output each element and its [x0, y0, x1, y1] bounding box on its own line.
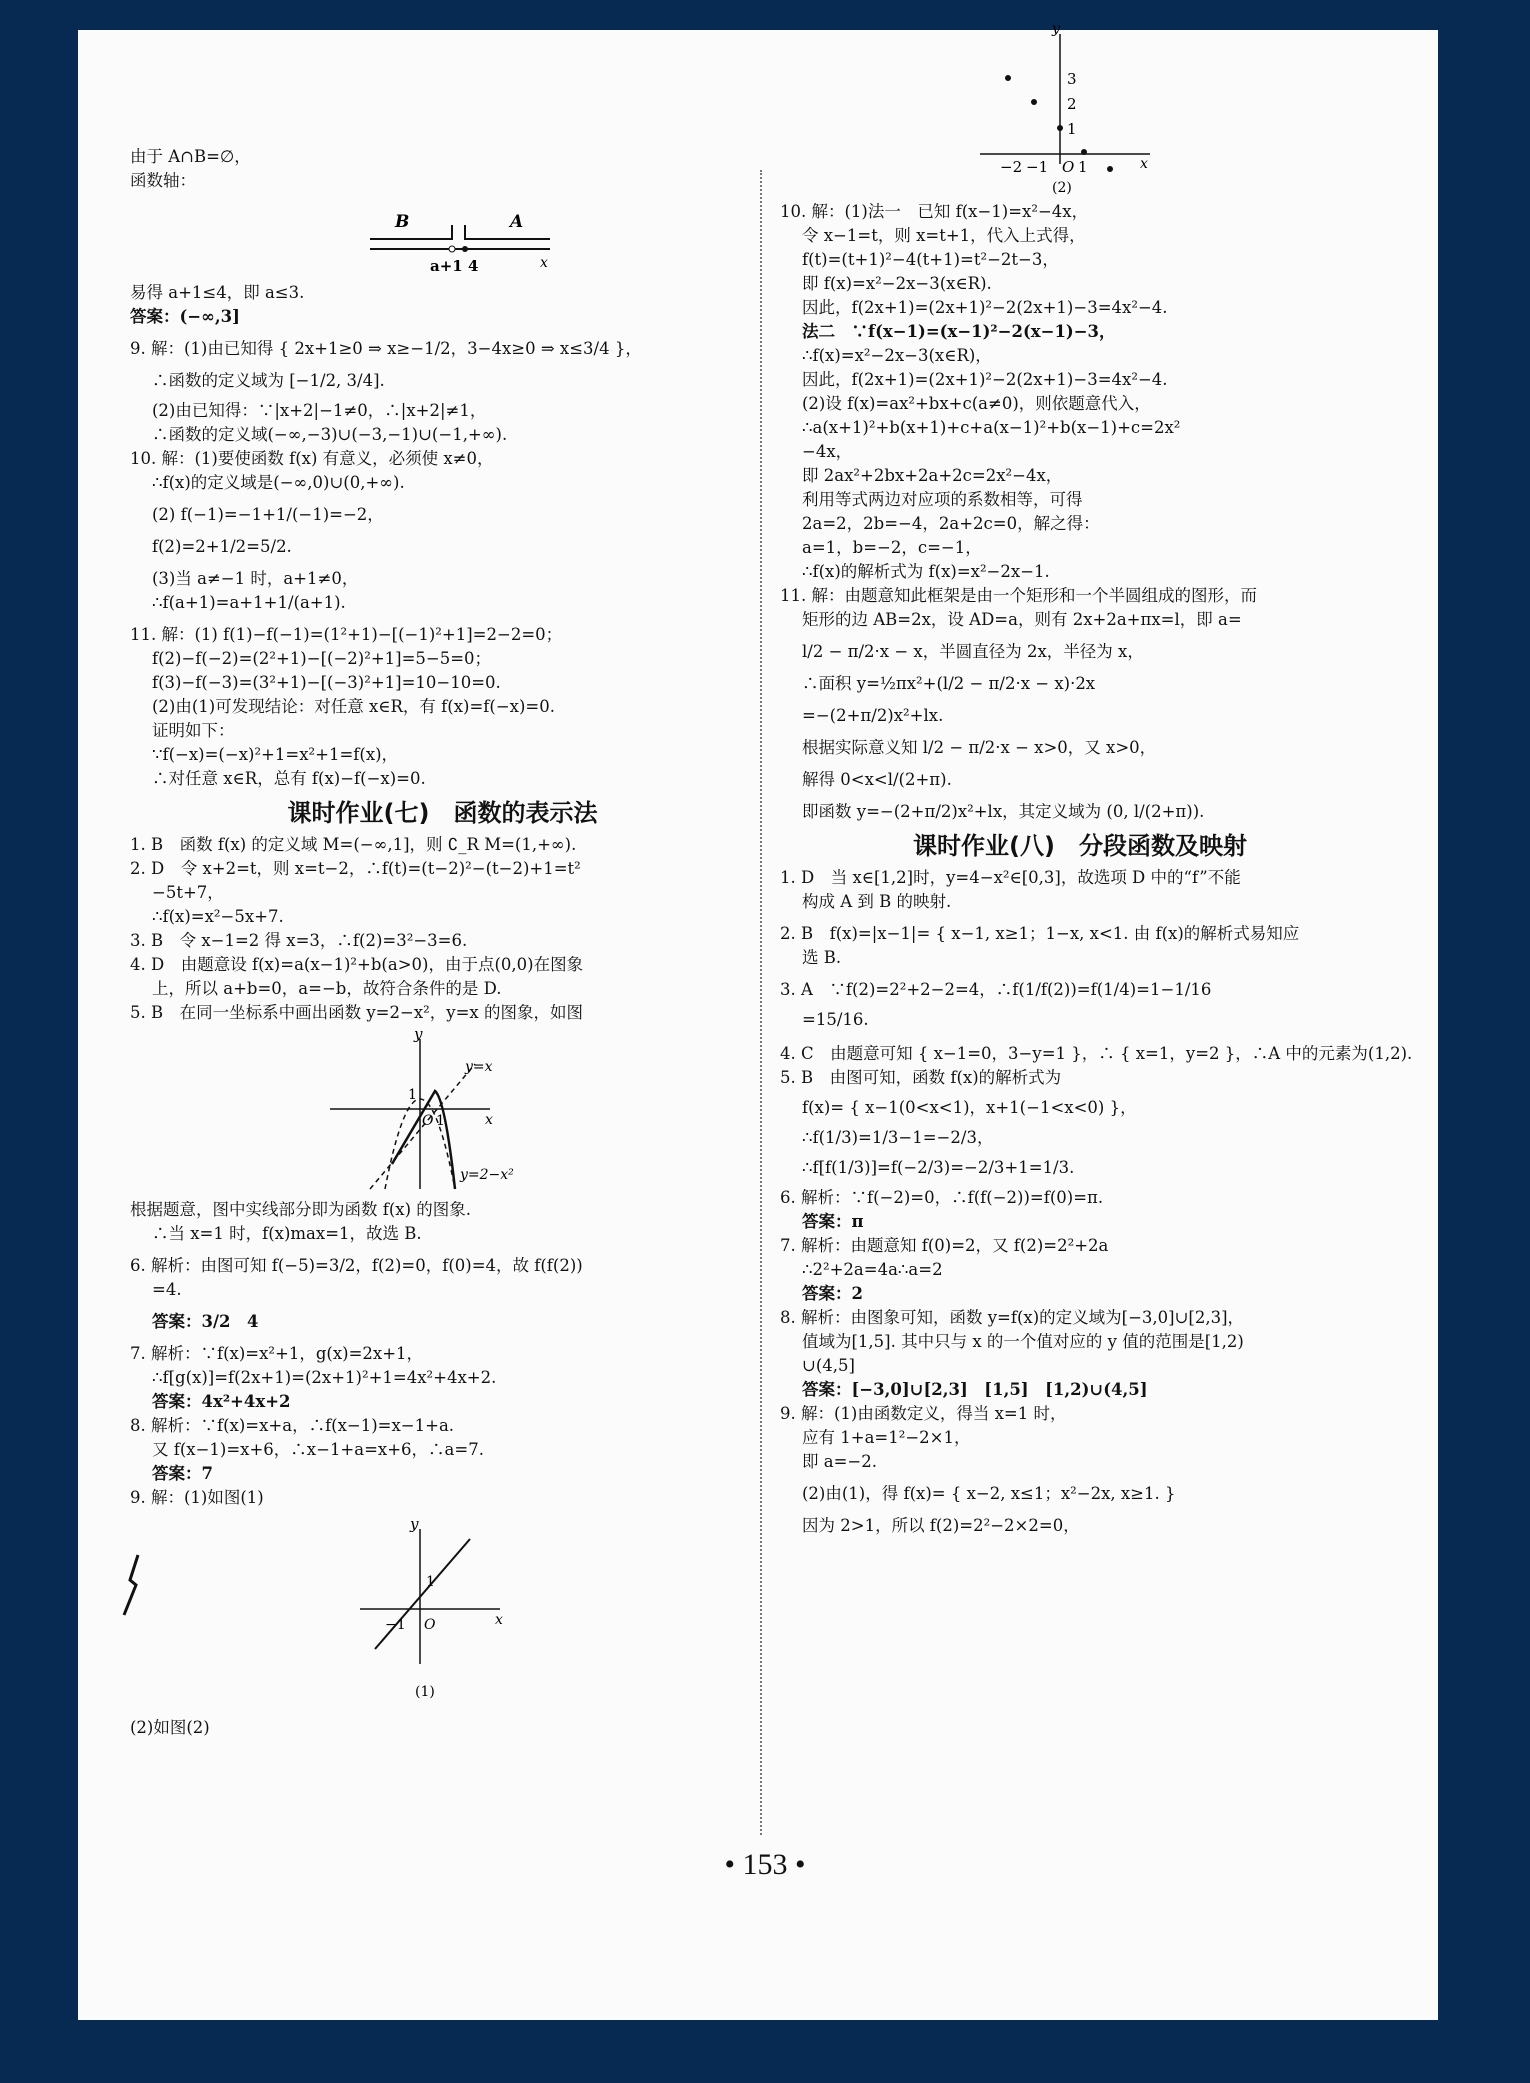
text-line: l/2 − π/2·x − x，半圆直径为 2x，半径为 x，	[802, 642, 1144, 661]
text-line: =15/16.	[802, 1010, 869, 1029]
text-line: ∵f(−x)=(−x)²+1=x²+1=f(x)，	[152, 745, 399, 764]
text-line: ∴面积 y=½πx²+(l/2 − π/2·x − x)·2x	[802, 674, 1096, 693]
text-line: 又 f(x−1)=x+6，∴x−1+a=x+6，∴a=7.	[152, 1440, 484, 1459]
text-line: (2)由已知得：∵|x+2|−1≠0，∴|x+2|≠1，	[152, 401, 487, 420]
fig5-yx: y=x	[465, 1059, 493, 1075]
section-heading-8: 课时作业(八) 分段函数及映射	[913, 832, 1247, 860]
text-line: ∴f(x)=x²−2x−3(x∈R)，	[802, 346, 992, 365]
text-line: (3)当 a≠−1 时，a+1≠0，	[152, 569, 359, 588]
text-line: 6. 解析：∵f(−2)=0，∴f(f(−2))=f(0)=π.	[780, 1188, 1104, 1207]
text-line: 解得 0<x<l/(2+π).	[802, 770, 952, 789]
text-line: 3. A ∵f(2)=2²+2−2=4，∴f(1/f(2))=f(1/4)=1−1/16	[780, 980, 1212, 999]
fig2-t1: 1	[1067, 120, 1077, 138]
text-line: 5. B 在同一坐标系中画出函数 y=2−x²，y=x 的图象，如图	[130, 1003, 583, 1022]
fig9-one: 1	[426, 1574, 435, 1590]
fig-tick-a1: a+1	[430, 257, 463, 275]
text-line: f(x)= { x−1(0<x<1)，x+1(−1<x<0) }，	[802, 1098, 1137, 1117]
answer-line: 答案：2	[802, 1284, 863, 1303]
text-line: ∴对任意 x∈R，总有 f(x)−f(−x)=0.	[152, 769, 426, 788]
text-line: 6. 解析：由图可知 f(−5)=3/2，f(2)=0，f(0)=4，故 f(f(2))	[130, 1256, 583, 1275]
text-line: 11. 解：由题意知此框架是由一个矩形和一个半圆组成的图形，而	[780, 586, 1257, 605]
fig2-t3: 3	[1067, 70, 1077, 88]
text-line: (2)设 f(x)=ax²+bx+c(a≠0)，则依题意代入，	[802, 394, 1151, 413]
text-line: 7. 解析：∵f(x)=x²+1，g(x)=2x+1，	[130, 1344, 424, 1363]
text-line: (2) f(−1)=−1+1/(−1)=−2，	[152, 505, 384, 524]
text-line: 10. 解：(1)法一 已知 f(x−1)=x²−4x，	[780, 202, 1089, 221]
text-line: −4x，	[802, 442, 853, 461]
text-line: 利用等式两边对应项的系数相等，可得	[802, 490, 1083, 509]
fig5-x: x	[485, 1112, 493, 1128]
fig9-neg1: −1	[385, 1617, 406, 1633]
text-line: ∴当 x=1 时，f(x)max=1，故选 B.	[152, 1224, 422, 1243]
text-line: 选 B.	[802, 948, 842, 967]
text-line: f(2)−f(−2)=(2²+1)−[(−2)²+1]=5−5=0；	[152, 649, 492, 668]
text-line: 3. B 令 x−1=2 得 x=3，∴f(2)=3²−3=6.	[130, 931, 468, 950]
graph-figure-9-2	[780, 21, 1380, 196]
fig2-p1: 1	[1078, 158, 1088, 176]
text-line: 应有 1+a=1²−2×1，	[802, 1428, 971, 1447]
text-line: 5. B 由图可知，函数 f(x)的解析式为	[780, 1068, 1062, 1087]
fig2-m1: −1	[1026, 158, 1049, 176]
text-line: 10. 解：(1)要使函数 f(x) 有意义，必须使 x≠0，	[130, 449, 494, 468]
text-line: ∴f(x)的解析式为 f(x)=x²−2x−1.	[802, 562, 1050, 581]
answer-line: 答案：(−∞,3]	[130, 307, 240, 326]
text-line: 8. 解析：由图象可知，函数 y=f(x)的定义域为[−3,0]∪[2,3]，	[780, 1308, 1245, 1327]
fig2-y: y	[1052, 21, 1060, 37]
text-line: ∴函数的定义域(−∞,−3)∪(−3,−1)∪(−1,+∞).	[152, 425, 508, 444]
text-line: f(t)=(t+1)²−4(t+1)=t²−2t−3，	[802, 250, 1059, 269]
text-line: 法二 ∵f(x−1)=(x−1)²−2(x−1)−3，	[802, 322, 1116, 341]
page-number: • 153 •	[724, 1848, 806, 1881]
answer-line: 答案：7	[152, 1464, 213, 1483]
text-line: 7. 解析：由题意知 f(0)=2，又 f(2)=2²+2a	[780, 1236, 1109, 1255]
text-line: (2)由(1)可发现结论：对任意 x∈R，有 f(x)=f(−x)=0.	[152, 697, 555, 716]
fig2-t2: 2	[1067, 95, 1077, 113]
text-line: 2a=2，2b=−4，2a+2c=0，解之得：	[802, 514, 1100, 533]
text-line: 即函数 y=−(2+π/2)x²+lx，其定义域为 (0, l/(2+π)).	[802, 802, 1205, 821]
text-line: f(2)=2+1/2=5/2.	[152, 537, 292, 556]
answer-line: 答案：3/2 4	[152, 1312, 259, 1331]
text-line: 因此，f(2x+1)=(2x+1)²−2(2x+1)−3=4x²−4.	[802, 370, 1168, 389]
text-line: 上，所以 a+b=0，a=−b，故符合条件的是 D.	[152, 979, 502, 998]
text-line: 令 x−1=t，则 x=t+1，代入上式得，	[802, 226, 1086, 245]
text-line: 根据题意，图中实线部分即为函数 f(x) 的图象.	[130, 1200, 472, 1219]
text-line: ∴a(x+1)²+b(x+1)+c+a(x−1)²+b(x−1)+c=2x²	[802, 418, 1181, 437]
text-line: −5t+7，	[152, 883, 224, 902]
answer-line: 答案：[−3,0]∪[2,3] [1,5] [1,2)∪(4,5]	[802, 1380, 1148, 1399]
text-line: f(3)−f(−3)=(3²+1)−[(−3)²+1]=10−10=0.	[152, 673, 501, 692]
text-line: ∪(4,5]	[802, 1356, 855, 1375]
text-line: 11. 解：(1) f(1)−f(−1)=(1²+1)−[(−1)²+1]=2−2=0；	[130, 625, 563, 644]
text-line: 证明如下：	[152, 721, 235, 740]
section-heading-7: 课时作业(七) 函数的表示法	[287, 799, 598, 827]
text-line: 1. D 当 x∈[1,2]时，y=4−x²∈[0,3]，故选项 D 中的“f”不能	[780, 868, 1241, 887]
fig5-o: O	[422, 1113, 434, 1129]
text-line: a=1，b=−2，c=−1，	[802, 538, 982, 557]
fig5-one: 1	[408, 1087, 417, 1103]
number-line-figure	[130, 197, 730, 277]
text-line: =4.	[152, 1280, 182, 1299]
graph-figure-5	[130, 1025, 730, 1194]
column-divider	[760, 170, 762, 1835]
answer-line: 答案：4x²+4x+2	[152, 1392, 291, 1411]
fig9-x: x	[495, 1612, 503, 1628]
text-line: 9. 解：(1)由已知得 { 2x+1≥0 ⇒ x≥−1/2，3−4x≥0 ⇒ x≤3/4 }，	[130, 339, 642, 358]
fig-label-b: B	[395, 212, 410, 232]
text-line: ∴f(x)=x²−5x+7.	[152, 907, 284, 926]
fig-label-a: A	[510, 212, 524, 232]
answer-line: 答案：π	[802, 1212, 864, 1231]
fig2-m2: −2	[1000, 158, 1023, 176]
fig2-o: O	[1062, 158, 1075, 176]
text-line: 由于 A∩B=∅，	[130, 147, 251, 166]
text-line: 根据实际意义知 l/2 − π/2·x − x>0，又 x>0，	[802, 738, 1157, 757]
text-line: 9. 解：(1)如图(1)	[130, 1488, 264, 1507]
fig2-caption: (2)	[1052, 180, 1072, 196]
text-line: 2. D 令 x+2=t，则 x=t−2，∴f(t)=(t−2)²−(t−2)+1=t²	[130, 859, 581, 878]
text-line: 因为 2>1，所以 f(2)=2²−2×2=0，	[802, 1516, 1080, 1535]
text-line: 1. B 函数 f(x) 的定义域 M=(−∞,1]，则 ∁_R M=(1,+∞).	[130, 835, 577, 854]
text-line: 函数轴：	[130, 171, 196, 190]
text-line: ∴f(x)的定义域是(−∞,0)∪(0,+∞).	[152, 473, 405, 492]
fig2-x: x	[1140, 156, 1148, 172]
text-line: 值域为[1,5]. 其中只与 x 的一个值对应的 y 值的范围是[1,2)	[802, 1332, 1244, 1351]
fig5-y: y	[414, 1025, 423, 1043]
fig-tick-4: 4	[468, 257, 479, 275]
fig5-one2: 1	[436, 1113, 445, 1129]
text-line: ∴f[f(1/3)]=f(−2/3)=−2/3+1=1/3.	[802, 1158, 1075, 1177]
pen-mark	[118, 1550, 148, 1620]
text-line: ∴2²+2a=4a∴a=2	[802, 1260, 943, 1279]
fig9-caption: (1)	[415, 1684, 435, 1700]
text-line: ∴f(1/3)=1/3−1=−2/3，	[802, 1128, 994, 1147]
text-line: 9. 解：(1)由函数定义，得当 x=1 时，	[780, 1404, 1067, 1423]
fig-axis-x: x	[540, 255, 548, 271]
text-line: 4. C 由题意可知 { x−1=0，3−y=1 }，∴ { x=1，y=2 }，∴A 中的元素为(1,2).	[780, 1044, 1413, 1063]
text-line: 因此，f(2x+1)=(2x+1)²−2(2x+1)−3=4x²−4.	[802, 298, 1168, 317]
text-line: 构成 A 到 B 的映射.	[802, 892, 952, 911]
text-line: 易得 a+1≤4，即 a≤3.	[130, 283, 305, 302]
text-line: 即 f(x)=x²−2x−3(x∈R).	[802, 274, 992, 293]
text-line: 8. 解析：∵f(x)=x+a，∴f(x−1)=x−1+a.	[130, 1416, 455, 1435]
text-line: ∴f[g(x)]=f(2x+1)=(2x+1)²+1=4x²+4x+2.	[152, 1368, 497, 1387]
right-column	[780, 21, 1413, 1538]
fig9-o: O	[424, 1617, 436, 1633]
text-line: =−(2+π/2)x²+lx.	[802, 706, 944, 725]
text-line: 即 a=−2.	[802, 1452, 877, 1471]
fig5-y2: y=2−x²	[460, 1167, 514, 1183]
text-line: 4. D 由题意设 f(x)=a(x−1)²+b(a>0)，由于点(0,0)在图象	[130, 955, 584, 974]
fig9-y: y	[410, 1515, 419, 1533]
text-line: (2)由(1)，得 f(x)= { x−2, x≤1；x²−2x, x≥1. }	[802, 1484, 1176, 1503]
text-line: 即 2ax²+2bx+2a+2c=2x²−4x，	[802, 466, 1063, 485]
text-line: (2)如图(2)	[130, 1718, 210, 1737]
left-column	[130, 145, 755, 1740]
graph-figure-9-1	[130, 1514, 730, 1704]
text-line: ∴f(a+1)=a+1+1/(a+1).	[152, 593, 346, 612]
text-line: 2. B f(x)=|x−1|= { x−1, x≥1；1−x, x<1. 由 f(x)的解析式易知应	[780, 924, 1300, 943]
text-line: 矩形的边 AB=2x，设 AD=a，则有 2x+2a+πx=l，即 a=	[802, 610, 1242, 629]
text-line: ∴函数的定义域为 [−1/2, 3/4].	[152, 371, 385, 390]
